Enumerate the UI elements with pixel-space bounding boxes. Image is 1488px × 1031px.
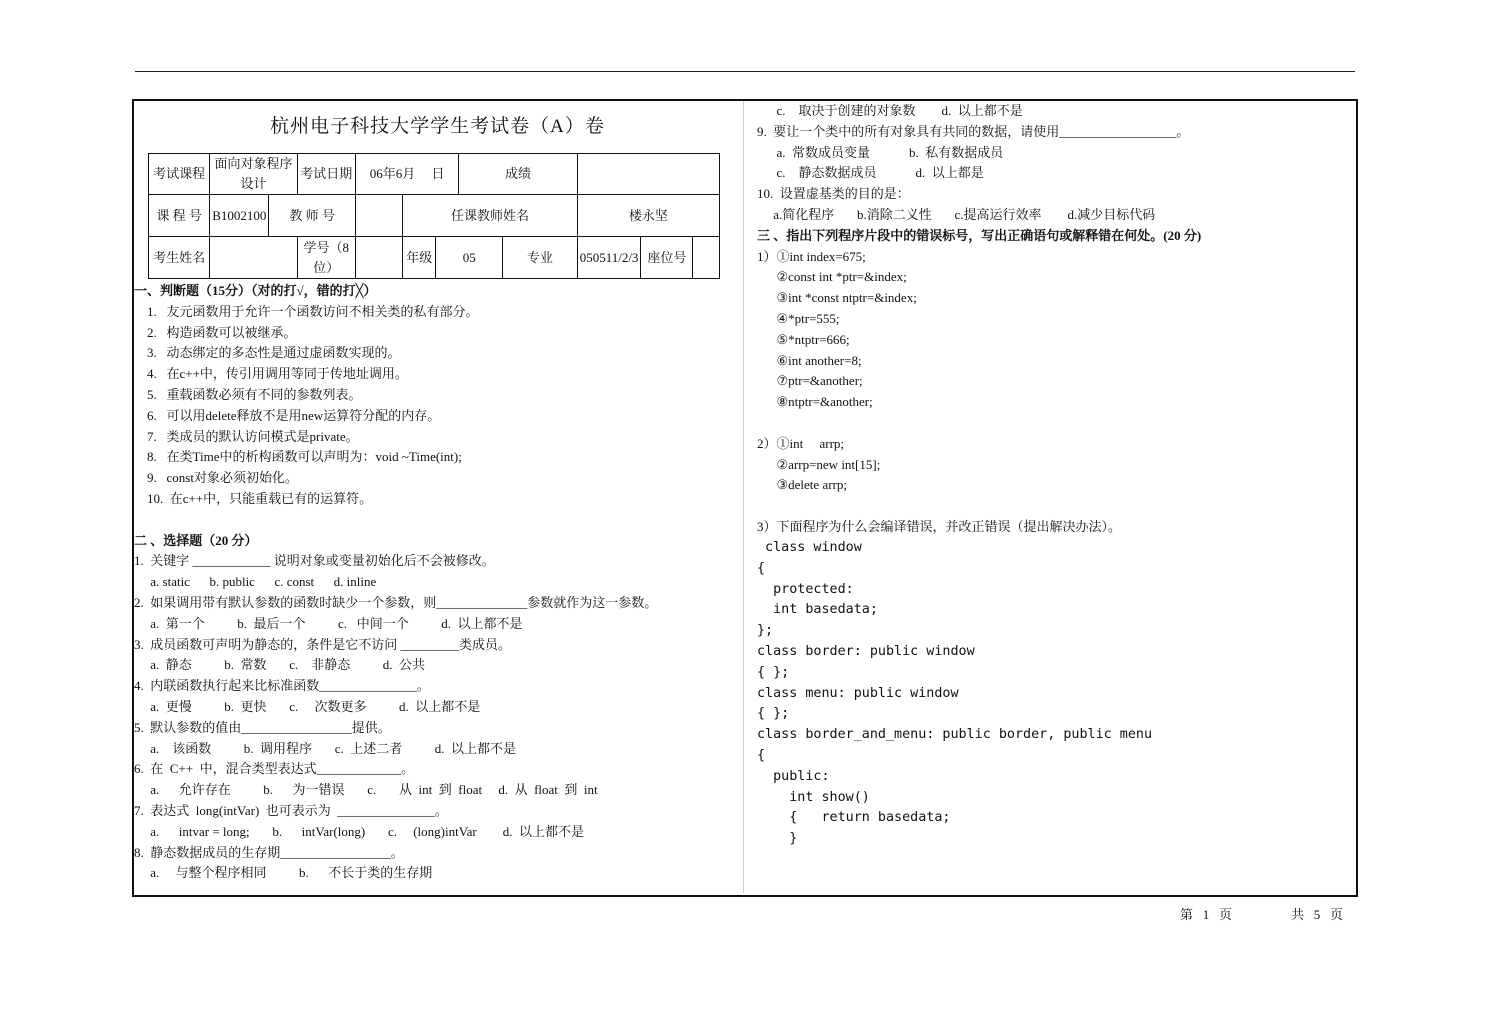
text-line: ③delete arrp;: [757, 477, 847, 493]
text-line: ③int *const ntptr=&index;: [757, 290, 917, 306]
table-cell: [355, 195, 402, 237]
text-line: a. 常数成员变量 b. 私有数据成员: [757, 144, 1004, 160]
page-number: 第 1 页: [1180, 907, 1233, 922]
text-line: a. 该函数 b. 调用程序 c. 上述二者 d. 以上都不是: [134, 740, 517, 756]
table-row: [149, 237, 720, 279]
left-column: [134, 101, 741, 891]
text-line: 7. 类成员的默认访问模式是private。: [134, 428, 359, 444]
table-cell: [693, 237, 720, 279]
code-line: protected:: [757, 581, 854, 597]
text-line: ⑦ptr=&another;: [757, 373, 863, 389]
table-cell: 楼永坚: [577, 195, 719, 237]
code-line: class menu: public window: [757, 685, 959, 701]
code-line: { };: [757, 664, 790, 680]
text-line: 10. 设置虚基类的目的是：: [757, 186, 910, 202]
text-line: 4. 在c++中，传引用调用等同于传地址调用。: [134, 366, 408, 382]
code-line: {: [757, 560, 766, 576]
text-line: a. 静态 b. 常数 c. 非静态 d. 公共: [134, 657, 426, 673]
code-line: class border_and_menu: public border, public menu: [757, 727, 1153, 743]
text-line: a. 第一个 b. 最后一个 c. 中间一个 d. 以上都不是: [134, 615, 523, 631]
code-line: }: [757, 831, 798, 847]
table-cell: 座位号: [641, 237, 693, 279]
table-cell: 面向对象程序设计: [210, 154, 297, 195]
text-line: 1）①int index=675;: [757, 248, 866, 264]
text-line: 8. 在类Time中的析构函数可以声明为：void ~Time(int);: [134, 449, 462, 465]
text-line: a. intvar = long; b. intVar(long) c. (long)intVar d. 以上都不是: [134, 823, 584, 839]
text-line: ⑤*ntptr=666;: [757, 331, 850, 347]
table-cell: 学号（8位）: [297, 237, 355, 279]
table-cell: 年级: [403, 237, 436, 279]
text-line: 1. 关键字 ____________ 说明对象或变量初始化后不会被修改。: [134, 553, 495, 569]
text-line: ⑧ntptr=&another;: [757, 394, 873, 410]
table-cell: B1002100: [210, 195, 269, 237]
table-cell: 050511/2/3: [577, 237, 641, 279]
text-line: a. static b. public c. const d. inline: [134, 574, 377, 590]
table-cell: 任课教师姓名: [403, 195, 577, 237]
table-cell: [355, 237, 402, 279]
text-line: c. 静态数据成员 d. 以上都是: [757, 165, 984, 181]
text-line: ②arrp=new int[15];: [757, 456, 881, 472]
text-line: a. 允许存在 b. 为一错误 c. 从 int 到 float d. 从 float 到 int: [134, 782, 598, 798]
text-line: 9. 要让一个类中的所有对象具有共同的数据，请使用__________________。: [757, 123, 1190, 139]
table-cell: 考生姓名: [149, 237, 210, 279]
text-line: 3. 动态绑定的多态性是通过虚函数实现的。: [134, 345, 401, 361]
table-cell: 课 程 号: [149, 195, 210, 237]
code-line: int show(): [757, 789, 870, 805]
text-line: 10. 在c++中，只能重载已有的运算符。: [134, 491, 373, 506]
text-line: 5. 重载函数必须有不同的参数列表。: [134, 387, 362, 402]
text-line: 2）①int arrp;: [757, 435, 845, 451]
code-line: public:: [757, 768, 830, 784]
text-line: 8. 静态数据成员的生存期_________________。: [134, 844, 404, 860]
code-line: class border: public window: [757, 644, 975, 659]
right-column: [757, 101, 1347, 891]
text-line: 3）下面程序为什么会编译错误，并改正错误（提出解决办法）。: [757, 519, 1122, 534]
text-line: 6. 在 C++ 中，混合类型表达式_____________。: [134, 761, 415, 777]
table-row: [149, 154, 720, 195]
text-line: a. 更慢 b. 更快 c. 次数更多 d. 以上都不是: [134, 699, 481, 714]
code-line: { };: [757, 706, 790, 722]
text-line: ④*ptr=555;: [757, 311, 840, 326]
text-line: 9. const对象必须初始化。: [134, 470, 298, 486]
text-line: 二 、选择题（20 分）: [134, 532, 258, 548]
code-line: {: [757, 748, 766, 763]
table-cell: 专业: [503, 237, 577, 279]
text-line: 1. 友元函数用于允许一个函数访问不相关类的私有部分。: [134, 303, 479, 319]
header-rule: [135, 71, 1355, 72]
text-line: 2. 如果调用带有默认参数的函数时缺少一个参数，则______________参数就作为这一参数。: [134, 595, 658, 610]
table-cell: 考试日期: [297, 154, 355, 195]
table-cell: [210, 237, 297, 279]
text-line: 3. 成员函数可声明为静态的，条件是它不访问 _________类成员。: [134, 636, 512, 652]
exam-title: 杭州电子科技大学学生考试卷（A）卷: [270, 116, 605, 137]
table-cell: [577, 154, 719, 195]
table-cell: 成绩: [459, 154, 577, 195]
text-line: 2. 构造函数可以被继承。: [134, 324, 297, 340]
text-line: c. 取决于创建的对象数 d. 以上都不是: [757, 103, 1023, 118]
text-line: 7. 表达式 long(intVar) 也可表示为 _______________。: [134, 803, 448, 818]
table-cell: 05: [436, 237, 503, 279]
text-line: 一、判断题（15分）（对的打√，错的打╳）: [134, 283, 377, 298]
code-line: int basedata;: [757, 602, 878, 618]
code-line: };: [757, 623, 774, 639]
text-line: 三 、指出下列程序片段中的错误标号，写出正确语句或解释错在何处。(20 分): [757, 227, 1202, 243]
code-line: class window: [757, 540, 862, 555]
text-line: 6. 可以用delete释放不是用new运算符分配的内存。: [134, 407, 441, 423]
table-row: [149, 195, 720, 237]
text-line: 4. 内联函数执行起来比标准函数_______________。: [134, 678, 430, 694]
table-cell: 教 师 号: [269, 195, 355, 237]
text-line: a.简化程序 b.消除二义性 c.提高运行效率 d.减少目标代码: [757, 207, 1156, 222]
table-cell: 考试课程: [149, 154, 210, 195]
column-divider: [743, 101, 744, 893]
exam-info-table: [148, 153, 720, 279]
page-total: 共 5 页: [1291, 907, 1344, 922]
text-line: a. 与整个程序相同 b. 不长于类的生存期: [134, 865, 433, 881]
code-line: { return basedata;: [757, 810, 951, 826]
text-line: 5. 默认参数的值由_________________提供。: [134, 719, 391, 735]
text-line: ⑥int another=8;: [757, 352, 862, 368]
table-cell: 06年6月 日: [355, 154, 458, 195]
text-line: ②const int *ptr=&index;: [757, 269, 907, 285]
